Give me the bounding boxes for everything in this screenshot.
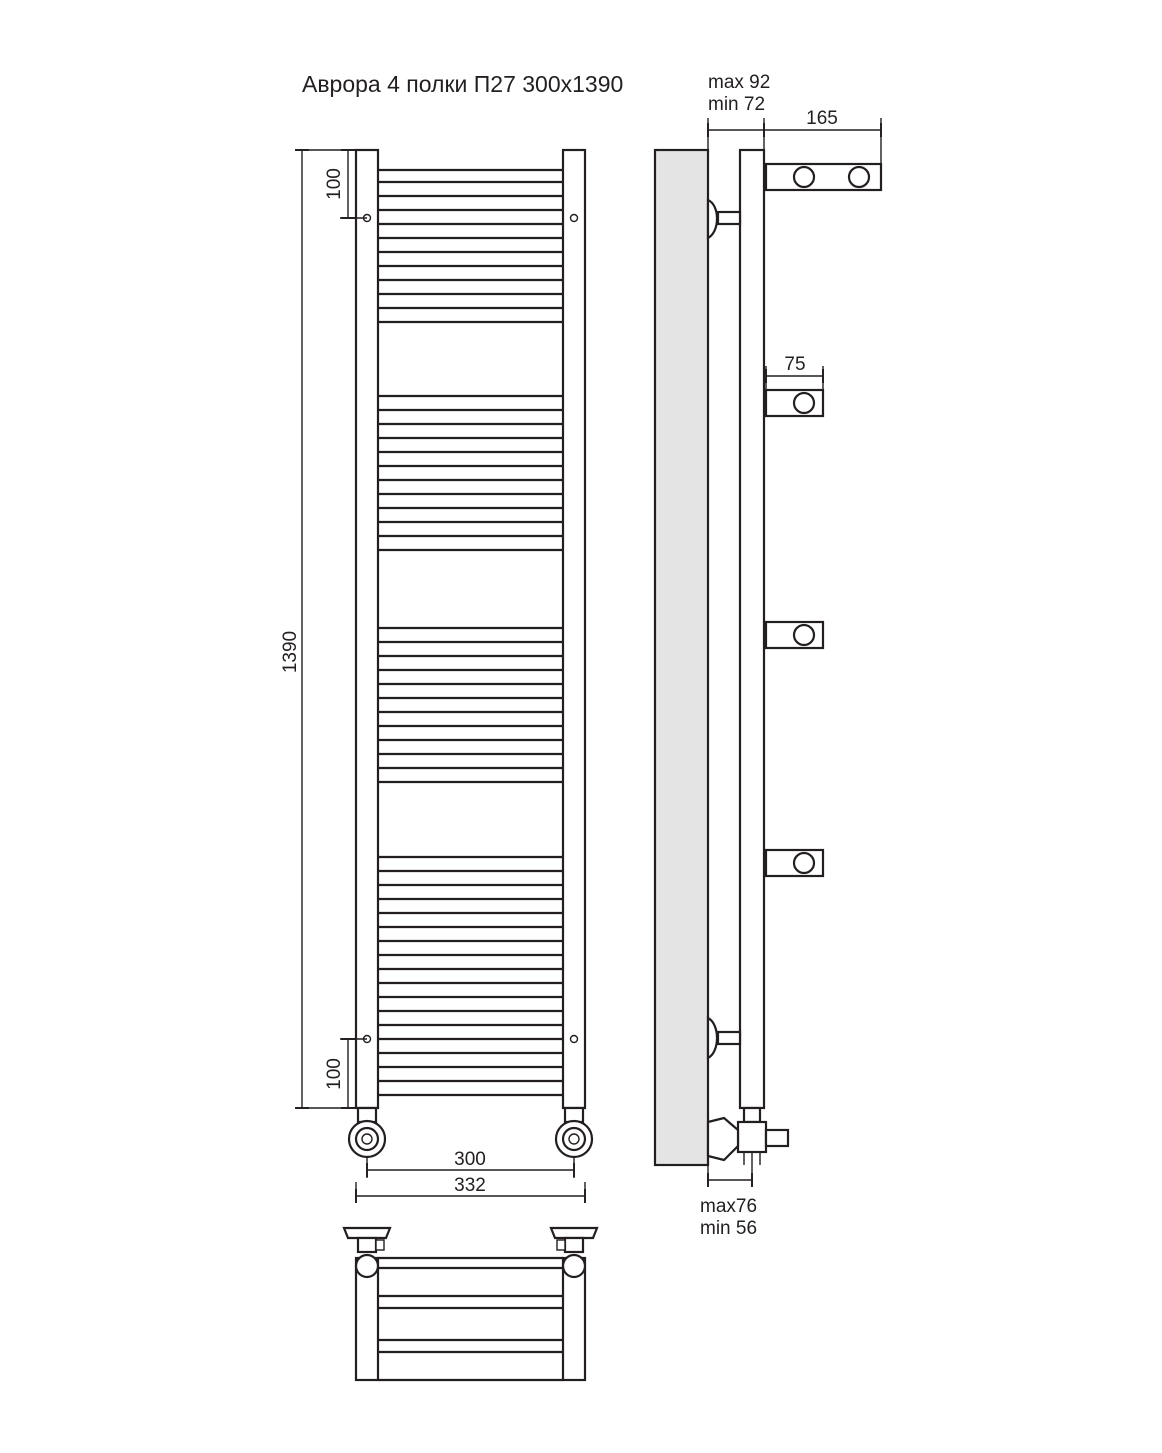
outer-width-dimension-label: 332 <box>454 1175 486 1196</box>
shelf-top <box>766 164 881 190</box>
left-valve <box>349 1108 385 1157</box>
left-post <box>356 150 378 1108</box>
top-offset-dimension-label: 100 <box>324 168 345 200</box>
top-wall-bracket <box>708 200 740 238</box>
mount-hole-bottom-right <box>571 1036 578 1043</box>
shelf-4 <box>766 850 823 876</box>
top-view <box>344 1228 597 1380</box>
right-valve <box>556 1108 592 1157</box>
side-view <box>655 72 881 1239</box>
bottom-wall-bracket <box>708 1018 740 1058</box>
drawing-title: Аврора 4 полки П27 300x1390 <box>302 71 624 97</box>
shelf-depth-label: 75 <box>784 354 806 375</box>
wall <box>655 150 708 1165</box>
valve-offset-max-label: max76 <box>700 1196 758 1217</box>
inner-width-dimension-label: 300 <box>454 1149 486 1170</box>
mount-hole-top-right <box>571 215 578 222</box>
wall-clearance-min-label: min 72 <box>708 94 766 115</box>
valve-offset-min-label: min 56 <box>700 1218 758 1239</box>
bottom-offset-dimension-label: 100 <box>324 1058 345 1090</box>
side-post <box>740 150 764 1108</box>
wall-clearance-max-label: max 92 <box>708 72 771 93</box>
front-view <box>280 150 592 1202</box>
side-valve <box>708 1108 788 1165</box>
crossbar-rails <box>378 170 563 1095</box>
top-shelf-depth-label: 165 <box>806 108 838 129</box>
shelf-2 <box>766 390 823 416</box>
shelf-3 <box>766 622 823 648</box>
right-post <box>563 150 585 1108</box>
height-dimension-label: 1390 <box>280 630 301 674</box>
